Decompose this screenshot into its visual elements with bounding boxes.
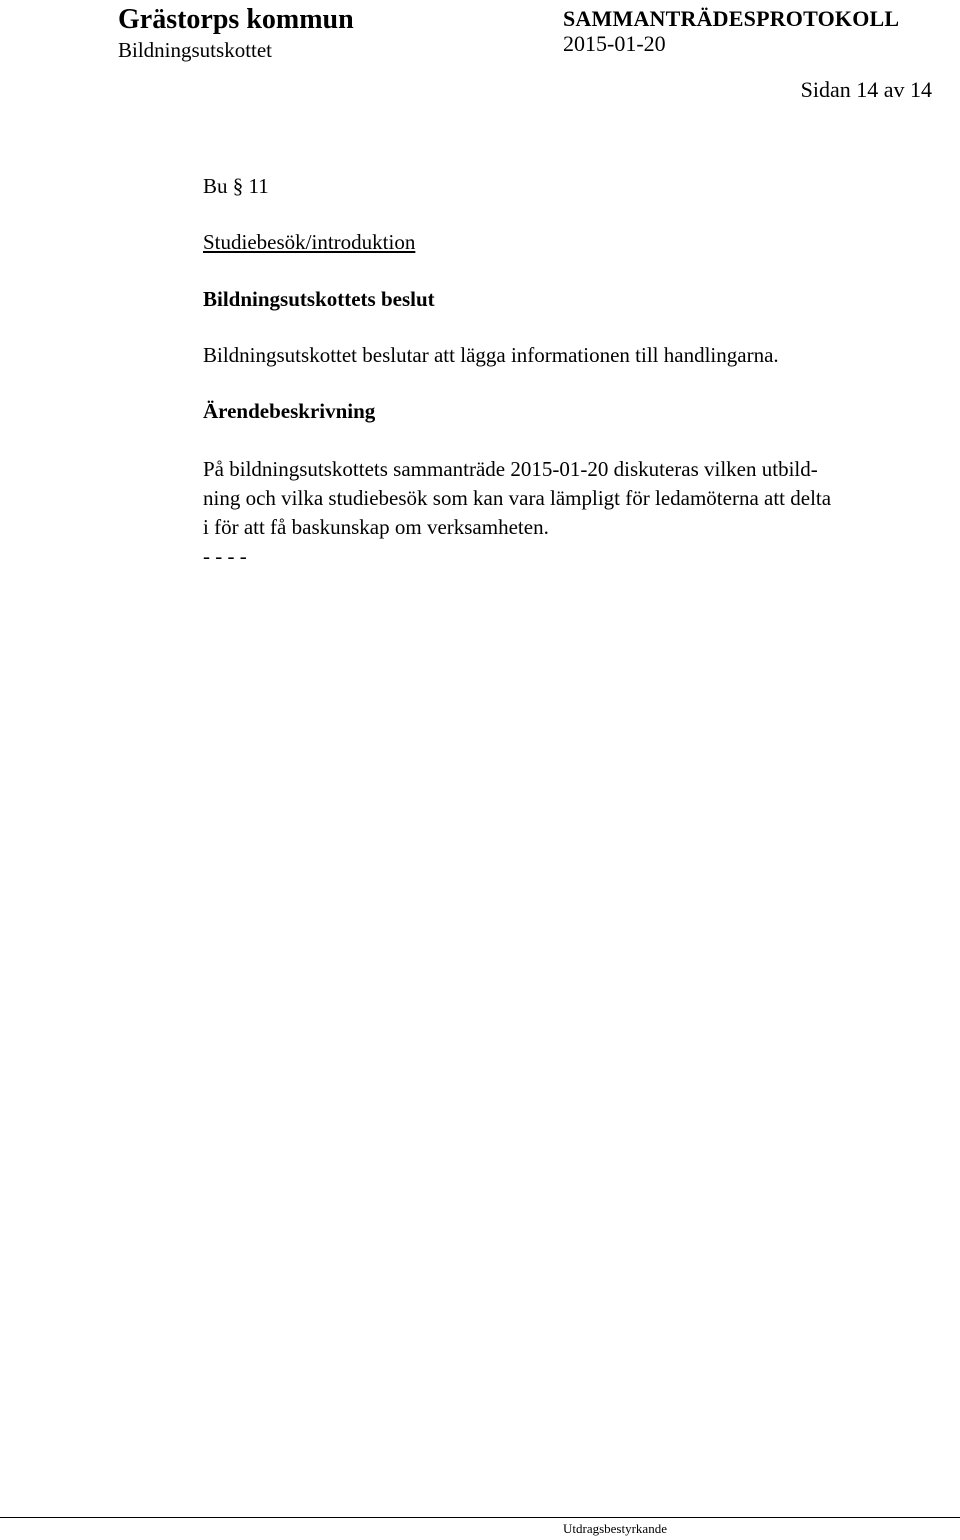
paragraph-number: Bu § 11 [203, 174, 269, 198]
document-date: 2015-01-20 [563, 31, 666, 56]
document-type: SAMMANTRÄDESPROTOKOLL [563, 6, 900, 31]
end-marker: - - - - [203, 544, 247, 568]
committee-name: Bildningsutskottet [118, 38, 273, 62]
description-line: På bildningsutskottets sammanträde 2015-01-20 diskuteras vilken utbild- [203, 457, 818, 481]
description-text [203, 455, 831, 571]
description-line: ning och vilka studiebesök som kan vara lämpligt för ledamöterna att delta [203, 486, 832, 510]
description-heading: Ärendebeskrivning [203, 399, 376, 423]
decision-heading: Bildningsutskottets beslut [203, 287, 435, 311]
decision-text: Bildningsutskottet beslutar att lägga informationen till handlingarna. [203, 343, 779, 367]
footer-label: Utdragsbestyrkande [563, 1521, 667, 1536]
organization-name: Grästorps kommun [118, 4, 354, 35]
footer-divider [0, 1517, 960, 1518]
description-line: i för att få baskunskap om verksamheten. [203, 515, 549, 539]
page-number: Sidan 14 av 14 [800, 77, 932, 102]
item-title: Studiebesök/introduktion [203, 230, 416, 254]
